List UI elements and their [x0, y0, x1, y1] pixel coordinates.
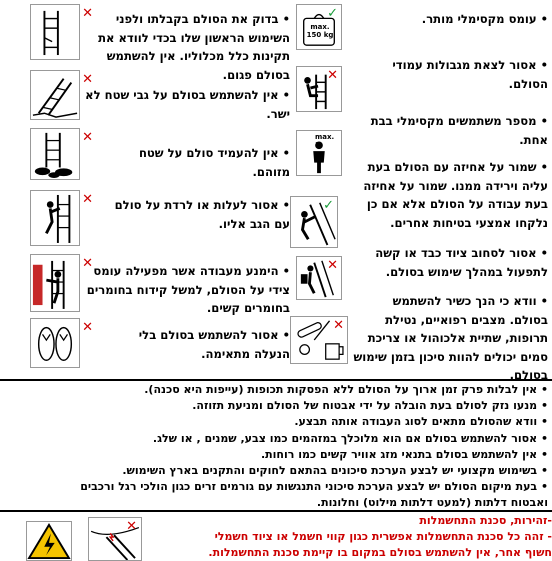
- x-mark-icon: ✕: [82, 72, 93, 87]
- right-text-3: • מספר משתמשים מקסימלי בבת אחת.: [370, 114, 548, 147]
- left-text-5: • הימנע מעבודה אשר מפעילה עומס צידי על הסולם, למשל קידוח בחומרים בחומרים קשים.: [86, 264, 290, 315]
- general-safety-bullets: [0, 382, 552, 512]
- warning-line: - זהה כל סכנת התחשמלות אפשרית כגון קווי חשמל או ציוד חשמלי: [214, 530, 552, 543]
- bullet-item: • אסור להשתמש בסולם אם הוא מלוכלך במזהמים כמו צבע, שמנים , או שלג.: [152, 431, 548, 445]
- ladder-dirty-surface-icon: [30, 128, 93, 180]
- damaged-ladder-icon: [30, 4, 93, 60]
- check-mark-icon: ✓: [323, 198, 334, 213]
- max-weight-icon: [296, 4, 342, 50]
- left-text-6: • אסור להשתמש בסולם בלי הנעלה מתאימה.: [138, 328, 290, 361]
- x-mark-icon: ✕: [82, 192, 93, 207]
- right-text-6: • וודא כי הנך כשיר להשתמש בסולם. מצבים רפואיים, נטילת תרופות, שתיית אלכוהול או צריכת סמים יכולים להוות סיכון בזמן שימוש בסולם.: [353, 294, 548, 382]
- warning-title: -זהירות, סכנת התחשמלות: [419, 514, 552, 527]
- check-mark-icon: ✓: [327, 6, 338, 21]
- right-text-5: • אסור לסחוב ציוד כבד או קשה לתפעול במהלך שימוש בסולם.: [375, 246, 548, 279]
- x-mark-icon: ✕: [82, 320, 93, 335]
- electrocution-warning-section: [0, 511, 552, 560]
- x-mark-icon: ✕: [327, 258, 338, 273]
- leaning-out-ladder-icon: [296, 66, 342, 112]
- bullet-item: • מנעו נזק לסולם בעת הובלה על ידי אבטוח של הסולם ומניעת תזוזה.: [192, 399, 548, 413]
- bullet-item: • אין לבלות פרק זמן ארוך על הסולם ללא הפסקות תכופות (עייפות היא סכנה).: [144, 383, 548, 396]
- bullet-item: • וודא שהסולם מתאים לסוג העבודה אותה תבצע.: [294, 415, 548, 429]
- left-text-4: • אסור לעלות או לרדת על סולם עם הגב אליו.: [114, 198, 290, 231]
- improper-footwear-icon: [30, 318, 93, 368]
- right-text-1: • עומס מקסימלי מותר.: [421, 12, 548, 26]
- power-line-ladder-icon: [88, 517, 142, 561]
- right-text-4: • שמור על אחיזה עם הסולם בעת עליה וירידה ממנו. שמור על אחיזה בעת עבודה על הסולם אלא אם כן נלקחו אמצעי בטיחות אחרים.: [363, 160, 548, 230]
- x-mark-icon: ✕: [82, 130, 93, 145]
- medication-alcohol-icon: [290, 316, 348, 364]
- bullet-item: • אין להשתמש בסולם בתנאי מזג אוויר קשים כמו רוחות.: [260, 447, 548, 461]
- max-weight-label: max. 150 kg: [306, 23, 334, 39]
- max-one-person-icon: [296, 130, 342, 176]
- right-text-2: • אסור לצאת מגבולות עמודי הסולם.: [392, 58, 548, 91]
- bullet-item: • בשימוש מקצועי יש לבצע הערכת סיכונים בהתאם לחוקים והתקנים בארץ השימוש.: [122, 464, 548, 478]
- left-text-3: • אין להעמיד סולם על שטח מזוהם.: [138, 146, 290, 179]
- electrocution-warning-text: [132, 513, 552, 561]
- climbing-holding-ladder-icon: [290, 196, 338, 248]
- x-mark-icon: ✕: [333, 318, 344, 333]
- x-mark-icon: ✕: [126, 519, 137, 534]
- bullet-item: • בעת מיקום הסולם יש לבצע הערכת סיכוני התנגשות עם גורמים זרים כגון הולכי רגל ורכבים: [80, 480, 548, 494]
- side-load-drilling-icon: [30, 254, 93, 312]
- x-mark-icon: ✕: [82, 256, 93, 271]
- x-mark-icon: ✕: [327, 68, 338, 83]
- carrying-heavy-load-icon: [296, 256, 342, 300]
- left-text-2: • אין להשתמש בסולם על גבי שטח לא ישר.: [85, 88, 290, 121]
- high-voltage-icon: [26, 521, 72, 561]
- warning-line: חשוף אחר, אין להשתמש בסולם במקום בו קיימת סכנת התחשמלות.: [208, 546, 552, 559]
- left-text-1: • בדוק את הסולם בקבלתו ולפני השימוש הראשון שלו בכדי לוודא את תקינות כלל מכלוליו. אין להשתמש בסולם פגום.: [98, 12, 290, 82]
- bullet-item: ואבטוח דלתות (למעט דלתות מילוט) וחלונות.: [316, 496, 548, 510]
- x-mark-icon: ✕: [82, 6, 93, 21]
- climbing-backwards-icon: [30, 190, 93, 246]
- ladder-uneven-ground-icon: [30, 70, 93, 120]
- max-one-label: max. 1: [315, 133, 335, 149]
